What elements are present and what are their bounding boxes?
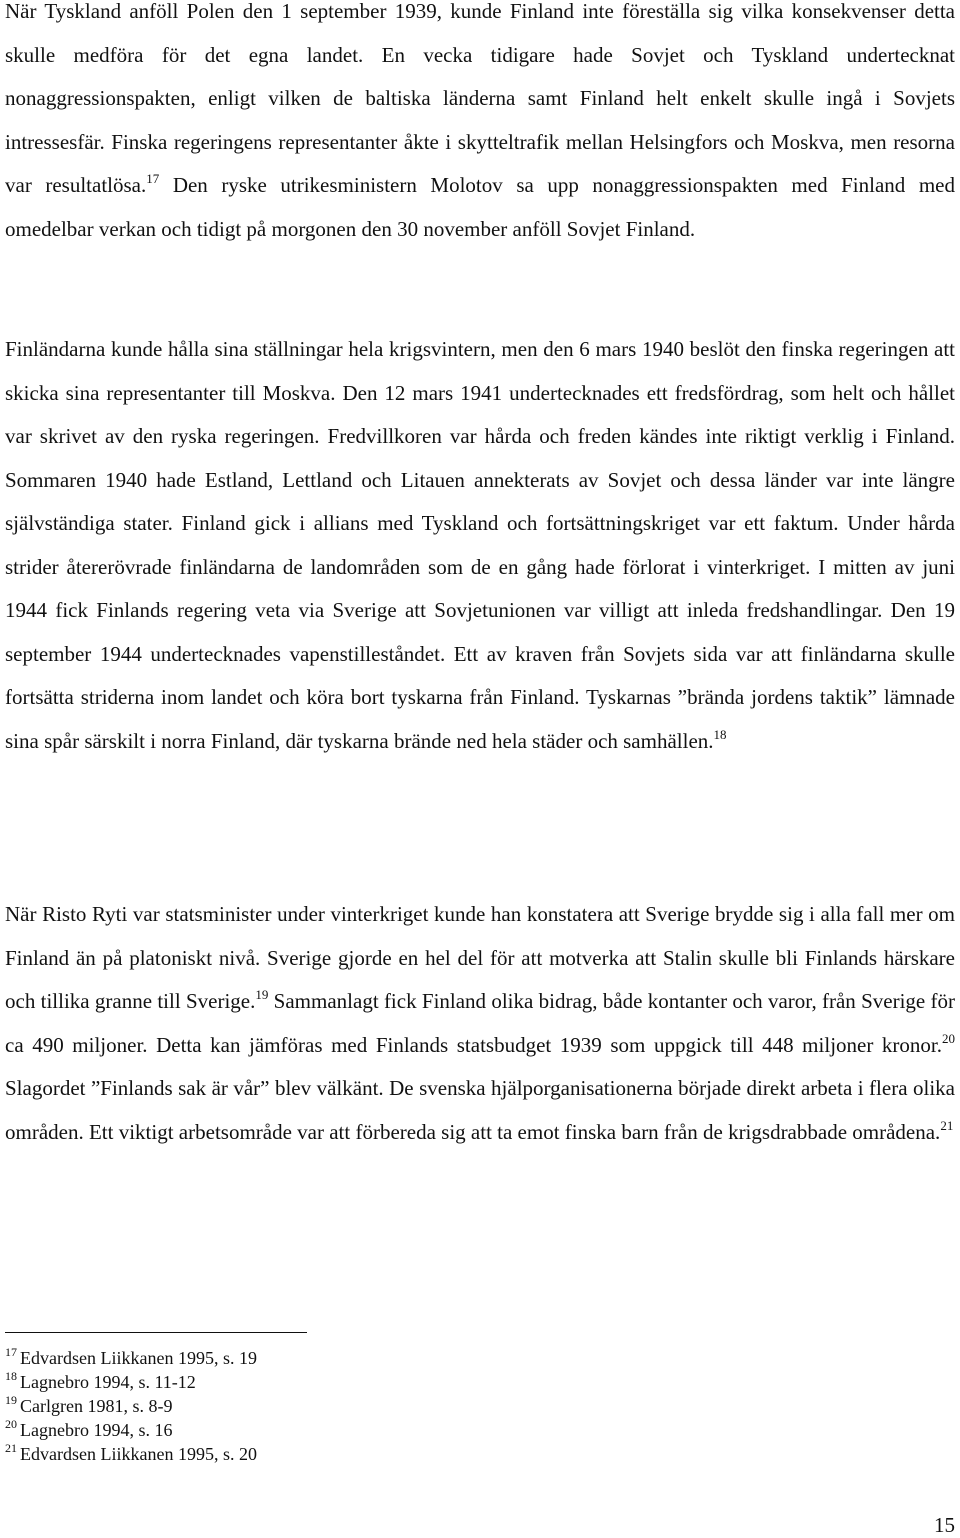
paragraph-2 <box>5 328 955 763</box>
footnote-number: 18 <box>5 1369 17 1383</box>
paragraph-3-text-3: Slagordet ”Finlands sak är vår” blev välkänt. De svenska hjälporganisationerna började direkt arbeta i flera olika områden. Ett viktigt arbetsområde var att förbereda sig att ta emot finska barn från de krigsdrabbade områdena. <box>5 1076 955 1144</box>
paragraph-3-text-2: Sammanlagt fick Finland olika bidrag, både kontanter och varor, från Sverige för ca 490 miljoner. Detta kan jämföras med Finlands statsbudget 1939 som uppgick till 448 miljoner kronor. <box>5 989 956 1057</box>
footnote-number: 20 <box>5 1417 17 1431</box>
footnote-text: Edvardsen Liikkanen 1995, s. 19 <box>20 1348 257 1368</box>
footnote-ref-19[interactable]: 19 <box>255 987 269 1002</box>
footnote-ref-21[interactable]: 21 <box>940 1117 954 1133</box>
paragraph-1 <box>5 0 955 251</box>
footnote-text: Lagnebro 1994, s. 16 <box>20 1420 173 1440</box>
footnote-item <box>5 1418 605 1442</box>
footnote-item <box>5 1394 605 1418</box>
footnote-text: Edvardsen Liikkanen 1995, s. 20 <box>20 1444 257 1464</box>
paragraph-1-text-2: Den ryske utrikesministern Molotov sa upp nonaggressionspakten med Finland med omedelbar verkan och tidigt på morgonen den 30 november anföll Sovjet Finland. <box>5 173 956 241</box>
footnote-text: Carlgren 1981, s. 8-9 <box>20 1396 173 1416</box>
footnote-item <box>5 1370 605 1394</box>
footnote-ref-20[interactable]: 20 <box>942 1030 955 1046</box>
footnote-ref-18[interactable]: 18 <box>713 726 727 742</box>
footnote-list <box>5 1346 605 1466</box>
paragraph-1-text-1: När Tyskland anföll Polen den 1 september 1939, kunde Finland inte föreställa sig vilka konsekvenser detta skulle medföra för det egna landet. En vecka tidigare hade Sovjet och Tyskland undertecknat nonaggressionspakten, enligt vilken de baltiska länderna samt Finland helt enkelt skulle ingå i Sovjets intressesfär. Finska regeringens representanter åkte i skytteltrafik mellan Helsingfors och Moskva, men resorna var resultatlösa. <box>5 0 955 197</box>
page-number: 15 <box>934 1513 955 1537</box>
paragraph-3 <box>5 893 955 1154</box>
footnote-number: 21 <box>5 1441 17 1455</box>
footnote-item <box>5 1442 605 1466</box>
footnote-number: 17 <box>5 1345 17 1359</box>
footnote-text: Lagnebro 1994, s. 11-12 <box>20 1372 196 1392</box>
paragraph-3-text-1: När Risto Ryti var statsminister under vinterkriget kunde han konstatera att Sverige brydde sig i alla fall mer om Finland än på platoniskt nivå. Sverige gjorde en hel del för att motverka att Stalin skulle bli Finlands härskare och tillika granne till Sverige. <box>5 902 955 1013</box>
footnote-item <box>5 1346 605 1370</box>
paragraph-2-text-1: Finländarna kunde hålla sina ställningar hela krigsvintern, men den 6 mars 1940 beslöt den finska regeringen att skicka sina representanter till Moskva. Den 12 mars 1941 undertecknades ett fredsfördrag, som helt och hållet var skrivet av den ryska regeringen. Fredvillkoren var hårda och freden kändes inte riktigt verklig i Finland. Sommaren 1940 hade Estland, Lettland och Litauen annekterats av Sovjet och dessa länder var inte längre självständiga stater. Finland gick i allians med Tyskland och fortsättningskriget var ett faktum. Under hårda strider återerövrade finländarna de landområden som de en gång hade förlorat i vinterkriget. I mitten av juni 1944 fick Finlands regering veta via Sverige att Sovjetunionen var villigt att inleda fredshandlingar. Den 19 september 1944 undertecknades vapenstilleståndet. Ett av kraven från Sovjets sida var att finländarna skulle fortsätta striderna inom landet och köra bort tyskarna från Finland. Tyskarnas ”brända jordens taktik” lämnade sina spår särskilt i norra Finland, där tyskarna brände ned hela städer och samhällen. <box>5 337 955 753</box>
footnote-separator <box>5 1332 307 1333</box>
footnote-ref-17[interactable]: 17 <box>146 171 160 186</box>
footnote-number: 19 <box>5 1393 17 1407</box>
